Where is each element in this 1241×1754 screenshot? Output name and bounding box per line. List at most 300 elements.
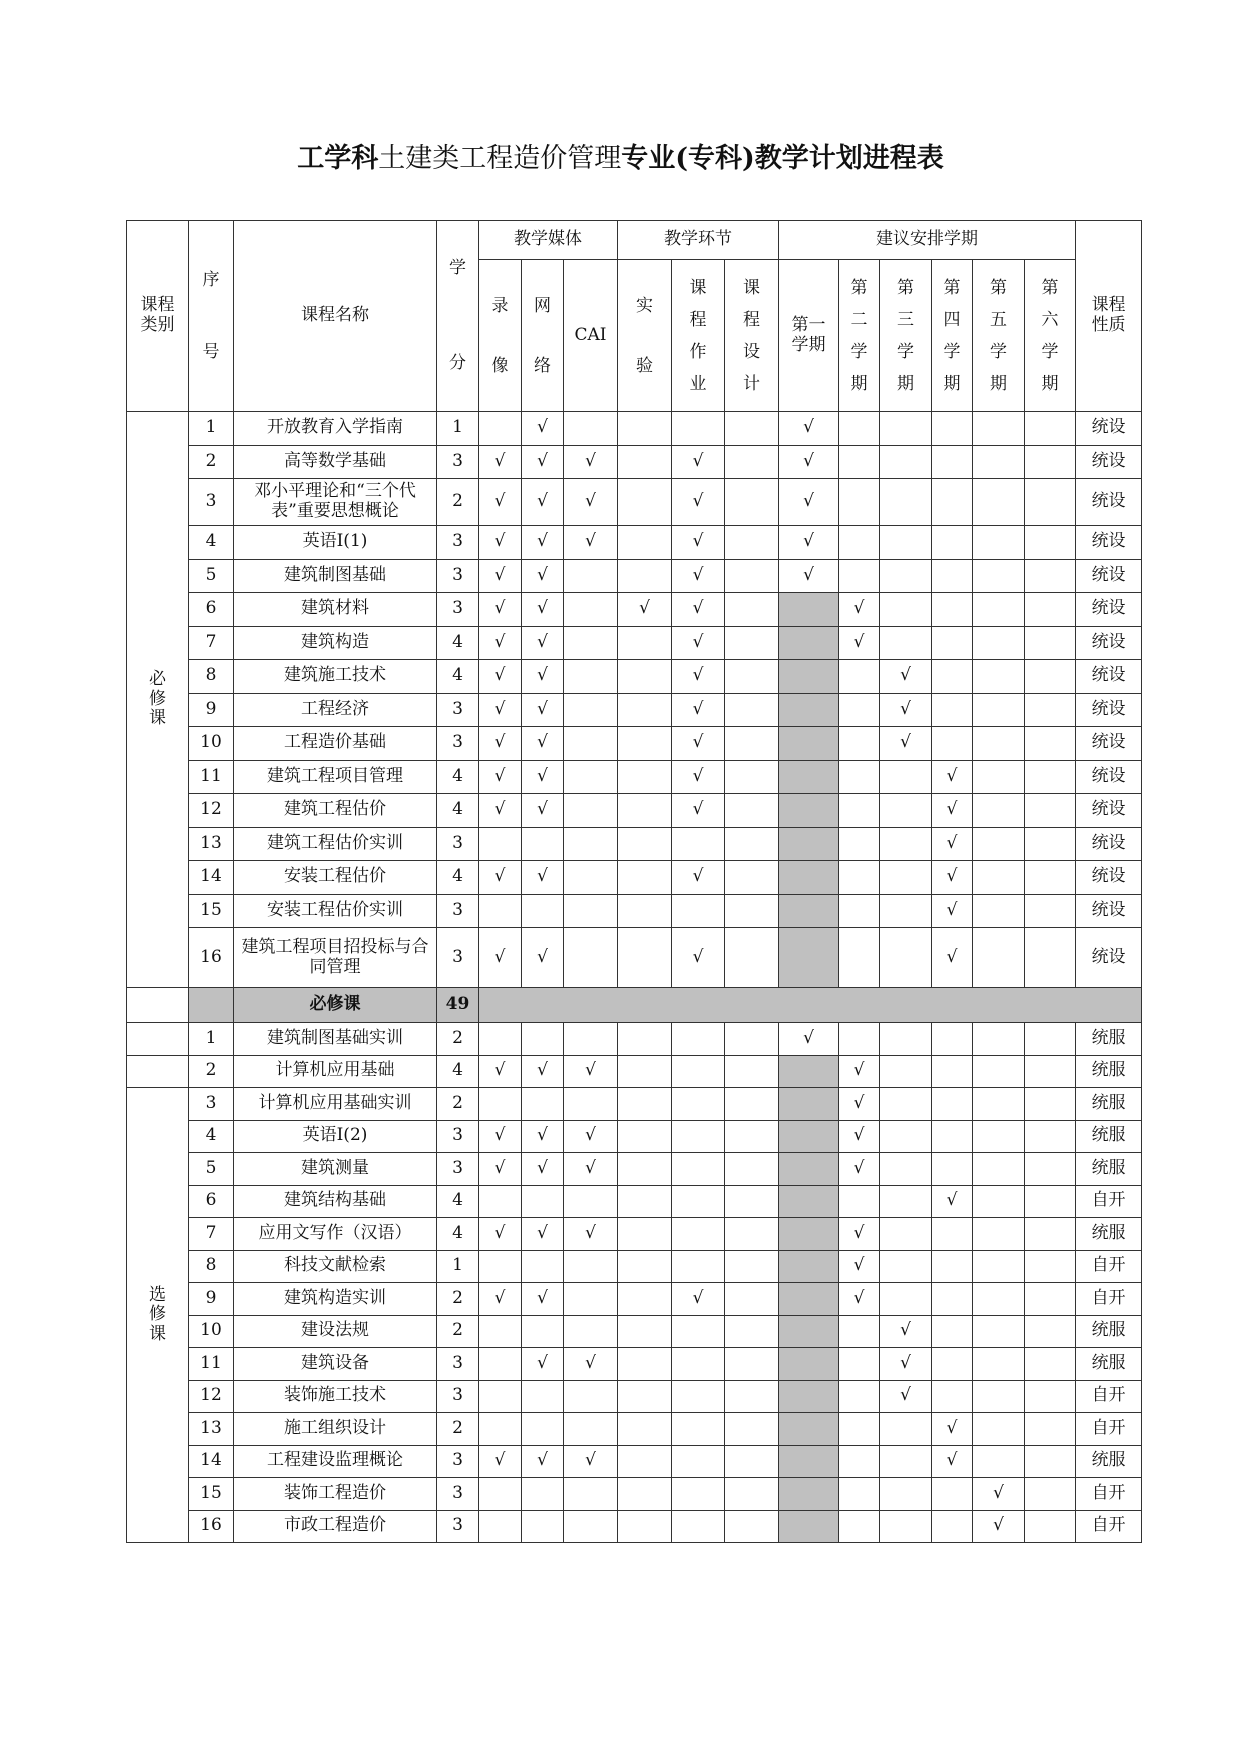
table-row	[127, 1348, 1142, 1381]
required-category-label: 必 修 课	[127, 412, 189, 988]
design-cell	[725, 1185, 779, 1218]
semester-4-cell: √	[932, 861, 973, 895]
summary-blank	[189, 988, 234, 1023]
semester-4-cell: √	[932, 894, 973, 928]
network-cell: √	[522, 1218, 564, 1251]
course-nature: 统设	[1076, 894, 1142, 928]
course-name: 科技文献检索	[234, 1250, 437, 1283]
row-number: 15	[189, 894, 234, 928]
course-nature: 统设	[1076, 559, 1142, 593]
semester-6-cell	[1025, 660, 1076, 694]
table-row	[127, 1283, 1142, 1316]
video-cell	[479, 412, 522, 446]
video-cell: √	[479, 928, 522, 988]
credit: 4	[437, 760, 479, 794]
semester-3-cell	[880, 1510, 932, 1543]
experiment-cell	[618, 445, 672, 479]
course-nature: 统设	[1076, 727, 1142, 761]
cai-cell	[564, 1088, 618, 1121]
table-row	[127, 1023, 1142, 1056]
homework-cell: √	[672, 479, 725, 526]
design-cell	[725, 727, 779, 761]
semester-6-cell	[1025, 894, 1076, 928]
network-cell	[522, 827, 564, 861]
semester-3-cell: √	[880, 693, 932, 727]
semester-2-cell	[839, 1478, 880, 1511]
course-nature: 统设	[1076, 445, 1142, 479]
course-name: 市政工程造价	[234, 1510, 437, 1543]
semester-3-cell	[880, 794, 932, 828]
semester-1-cell: √	[779, 559, 839, 593]
semester-2-cell	[839, 727, 880, 761]
network-cell: √	[522, 559, 564, 593]
table-row	[127, 1185, 1142, 1218]
required-summary-row	[127, 988, 1142, 1023]
credit: 2	[437, 1088, 479, 1121]
semester-5-cell	[973, 1088, 1025, 1121]
cai-cell	[564, 1023, 618, 1056]
header-semester-4: 第 四 学 期	[932, 260, 973, 412]
semester-1-cell: √	[779, 445, 839, 479]
semester-1-cell	[779, 626, 839, 660]
credit: 2	[437, 479, 479, 526]
course-name: 计算机应用基础实训	[234, 1088, 437, 1121]
course-name: 建筑结构基础	[234, 1185, 437, 1218]
credit: 4	[437, 794, 479, 828]
design-cell	[725, 593, 779, 627]
course-nature: 统设	[1076, 827, 1142, 861]
semester-1-cell	[779, 1315, 839, 1348]
semester-4-cell	[932, 660, 973, 694]
experiment-cell	[618, 1315, 672, 1348]
header-media-group: 教学媒体	[479, 221, 618, 260]
semester-4-cell	[932, 412, 973, 446]
course-name: 英语Ⅰ(1)	[234, 526, 437, 560]
cai-cell	[564, 1250, 618, 1283]
experiment-cell	[618, 693, 672, 727]
experiment-cell	[618, 479, 672, 526]
semester-5-cell: √	[973, 1478, 1025, 1511]
homework-cell: √	[672, 593, 725, 627]
semester-4-cell	[932, 1153, 973, 1186]
cai-cell	[564, 928, 618, 988]
design-cell	[725, 559, 779, 593]
table-row	[127, 1510, 1142, 1543]
semester-5-cell	[973, 1348, 1025, 1381]
experiment-cell	[618, 1153, 672, 1186]
network-cell: √	[522, 1348, 564, 1381]
semester-4-cell	[932, 1055, 973, 1088]
experiment-cell	[618, 626, 672, 660]
cai-cell: √	[564, 526, 618, 560]
semester-2-cell	[839, 1413, 880, 1446]
network-cell: √	[522, 1283, 564, 1316]
video-cell: √	[479, 760, 522, 794]
network-cell: √	[522, 1120, 564, 1153]
course-nature: 统设	[1076, 412, 1142, 446]
row-number: 10	[189, 727, 234, 761]
table-row	[127, 1250, 1142, 1283]
cai-cell	[564, 1413, 618, 1446]
semester-2-cell: √	[839, 593, 880, 627]
semester-4-cell	[932, 1120, 973, 1153]
course-name: 建筑材料	[234, 593, 437, 627]
summary-label: 必修课	[234, 988, 437, 1023]
homework-cell	[672, 1088, 725, 1121]
course-nature: 统设	[1076, 760, 1142, 794]
experiment-cell	[618, 794, 672, 828]
course-nature: 统设	[1076, 626, 1142, 660]
semester-6-cell	[1025, 1380, 1076, 1413]
semester-2-cell	[839, 1185, 880, 1218]
cai-cell	[564, 1380, 618, 1413]
semester-1-cell	[779, 1250, 839, 1283]
cai-cell	[564, 593, 618, 627]
semester-6-cell	[1025, 1510, 1076, 1543]
semester-5-cell	[973, 760, 1025, 794]
table-row	[127, 526, 1142, 560]
table-row	[127, 693, 1142, 727]
semester-3-cell	[880, 1120, 932, 1153]
cai-cell	[564, 827, 618, 861]
course-name: 施工组织设计	[234, 1413, 437, 1446]
table-row	[127, 626, 1142, 660]
experiment-cell	[618, 1510, 672, 1543]
semester-4-cell: √	[932, 794, 973, 828]
header-design: 课 程 设 计	[725, 260, 779, 412]
experiment-cell: √	[618, 593, 672, 627]
header-experiment: 实 验	[618, 260, 672, 412]
homework-cell	[672, 412, 725, 446]
table-row	[127, 479, 1142, 526]
table-row	[127, 1445, 1142, 1478]
semester-5-cell	[973, 1445, 1025, 1478]
semester-5-cell	[973, 693, 1025, 727]
semester-5-cell	[973, 479, 1025, 526]
semester-1-cell	[779, 1445, 839, 1478]
row-number: 7	[189, 626, 234, 660]
semester-5-cell	[973, 1185, 1025, 1218]
semester-5-cell	[973, 593, 1025, 627]
course-name: 建筑施工技术	[234, 660, 437, 694]
video-cell	[479, 1348, 522, 1381]
semester-5-cell	[973, 794, 1025, 828]
semester-2-cell	[839, 894, 880, 928]
semester-6-cell	[1025, 1445, 1076, 1478]
summary-blank	[127, 988, 189, 1023]
design-cell	[725, 693, 779, 727]
experiment-cell	[618, 1055, 672, 1088]
semester-3-cell	[880, 1088, 932, 1121]
design-cell	[725, 1055, 779, 1088]
semester-1-cell: √	[779, 526, 839, 560]
semester-6-cell	[1025, 1023, 1076, 1056]
semester-6-cell	[1025, 861, 1076, 895]
semester-2-cell	[839, 1023, 880, 1056]
semester-5-cell	[973, 727, 1025, 761]
header-credit: 学 分	[437, 221, 479, 412]
experiment-cell	[618, 1478, 672, 1511]
course-nature: 自开	[1076, 1478, 1142, 1511]
cai-cell: √	[564, 1445, 618, 1478]
semester-4-cell: √	[932, 760, 973, 794]
semester-6-cell	[1025, 1478, 1076, 1511]
cai-cell	[564, 1283, 618, 1316]
video-cell: √	[479, 1283, 522, 1316]
course-name: 邓小平理论和“三个代表”重要思想概论	[234, 479, 437, 526]
semester-2-cell: √	[839, 1088, 880, 1121]
semester-6-cell	[1025, 760, 1076, 794]
cai-cell	[564, 660, 618, 694]
row-number: 6	[189, 1185, 234, 1218]
course-nature: 统设	[1076, 479, 1142, 526]
row-number: 4	[189, 1120, 234, 1153]
row-number: 11	[189, 760, 234, 794]
semester-4-cell	[932, 727, 973, 761]
design-cell	[725, 1250, 779, 1283]
experiment-cell	[618, 1283, 672, 1316]
semester-6-cell	[1025, 479, 1076, 526]
design-cell	[725, 1380, 779, 1413]
semester-2-cell: √	[839, 1250, 880, 1283]
semester-4-cell	[932, 445, 973, 479]
table-row	[127, 1088, 1142, 1121]
credit: 3	[437, 1478, 479, 1511]
semester-1-cell	[779, 1120, 839, 1153]
semester-5-cell	[973, 660, 1025, 694]
network-cell: √	[522, 593, 564, 627]
video-cell: √	[479, 626, 522, 660]
design-cell	[725, 526, 779, 560]
course-name: 计算机应用基础	[234, 1055, 437, 1088]
row-number: 10	[189, 1315, 234, 1348]
row-number: 7	[189, 1218, 234, 1251]
semester-1-cell: √	[779, 412, 839, 446]
course-name: 建设法规	[234, 1315, 437, 1348]
semester-5-cell	[973, 526, 1025, 560]
network-cell: √	[522, 693, 564, 727]
row-number: 1	[189, 1023, 234, 1056]
row-number: 14	[189, 861, 234, 895]
experiment-cell	[618, 928, 672, 988]
network-cell	[522, 1088, 564, 1121]
video-cell	[479, 1380, 522, 1413]
semester-1-cell	[779, 894, 839, 928]
course-nature: 统服	[1076, 1120, 1142, 1153]
network-cell: √	[522, 1153, 564, 1186]
table-row	[127, 559, 1142, 593]
semester-3-cell	[880, 526, 932, 560]
header-semester-3: 第 三 学 期	[880, 260, 932, 412]
semester-2-cell	[839, 760, 880, 794]
semester-1-cell	[779, 660, 839, 694]
experiment-cell	[618, 412, 672, 446]
homework-cell	[672, 1380, 725, 1413]
course-nature: 统服	[1076, 1088, 1142, 1121]
homework-cell: √	[672, 1283, 725, 1316]
experiment-cell	[618, 827, 672, 861]
semester-3-cell: √	[880, 1348, 932, 1381]
semester-5-cell	[973, 1120, 1025, 1153]
homework-cell: √	[672, 559, 725, 593]
table-row	[127, 1478, 1142, 1511]
semester-3-cell	[880, 479, 932, 526]
network-cell	[522, 1023, 564, 1056]
homework-cell	[672, 1185, 725, 1218]
row-number: 14	[189, 1445, 234, 1478]
semester-2-cell	[839, 660, 880, 694]
semester-1-cell	[779, 1185, 839, 1218]
course-name: 工程建设监理概论	[234, 1445, 437, 1478]
course-nature: 统设	[1076, 660, 1142, 694]
network-cell	[522, 1185, 564, 1218]
experiment-cell	[618, 1185, 672, 1218]
video-cell: √	[479, 559, 522, 593]
experiment-cell	[618, 1088, 672, 1121]
experiment-cell	[618, 760, 672, 794]
course-nature: 自开	[1076, 1413, 1142, 1446]
credit: 3	[437, 1348, 479, 1381]
course-nature: 统设	[1076, 861, 1142, 895]
credit: 4	[437, 1185, 479, 1218]
video-cell: √	[479, 693, 522, 727]
course-name: 开放教育入学指南	[234, 412, 437, 446]
semester-4-cell: √	[932, 827, 973, 861]
table-row	[127, 1153, 1142, 1186]
row-number: 2	[189, 445, 234, 479]
semester-1-cell	[779, 1380, 839, 1413]
cai-cell	[564, 559, 618, 593]
design-cell	[725, 894, 779, 928]
course-name: 建筑工程估价	[234, 794, 437, 828]
row-number: 15	[189, 1478, 234, 1511]
course-name: 应用文写作（汉语）	[234, 1218, 437, 1251]
table-row	[127, 861, 1142, 895]
video-cell	[479, 1315, 522, 1348]
network-cell: √	[522, 794, 564, 828]
semester-1-cell	[779, 1348, 839, 1381]
homework-cell	[672, 1250, 725, 1283]
cai-cell	[564, 760, 618, 794]
semester-3-cell	[880, 1478, 932, 1511]
experiment-cell	[618, 1413, 672, 1446]
semester-6-cell	[1025, 928, 1076, 988]
course-nature: 统服	[1076, 1445, 1142, 1478]
experiment-cell	[618, 1348, 672, 1381]
network-cell: √	[522, 412, 564, 446]
credit: 3	[437, 593, 479, 627]
category-blank	[127, 1055, 189, 1088]
credit: 1	[437, 1250, 479, 1283]
semester-1-cell: √	[779, 1023, 839, 1056]
homework-cell	[672, 1348, 725, 1381]
semester-5-cell	[973, 827, 1025, 861]
semester-2-cell: √	[839, 1218, 880, 1251]
course-name: 建筑工程估价实训	[234, 827, 437, 861]
semester-4-cell: √	[932, 928, 973, 988]
row-number: 16	[189, 1510, 234, 1543]
course-nature: 统设	[1076, 693, 1142, 727]
network-cell: √	[522, 626, 564, 660]
homework-cell	[672, 1510, 725, 1543]
semester-4-cell	[932, 1510, 973, 1543]
semester-3-cell	[880, 626, 932, 660]
semester-2-cell: √	[839, 626, 880, 660]
semester-3-cell	[880, 412, 932, 446]
semester-3-cell	[880, 1218, 932, 1251]
homework-cell: √	[672, 693, 725, 727]
semester-6-cell	[1025, 1120, 1076, 1153]
course-nature: 统服	[1076, 1055, 1142, 1088]
cai-cell	[564, 861, 618, 895]
semester-5-cell	[973, 1315, 1025, 1348]
course-nature: 自开	[1076, 1380, 1142, 1413]
network-cell: √	[522, 660, 564, 694]
experiment-cell	[618, 1120, 672, 1153]
semester-6-cell	[1025, 526, 1076, 560]
semester-3-cell	[880, 1283, 932, 1316]
homework-cell: √	[672, 727, 725, 761]
semester-5-cell	[973, 559, 1025, 593]
table-row	[127, 1218, 1142, 1251]
semester-3-cell	[880, 593, 932, 627]
semester-5-cell	[973, 1153, 1025, 1186]
credit: 2	[437, 1023, 479, 1056]
semester-1-cell	[779, 760, 839, 794]
summary-credits: 49	[437, 988, 479, 1023]
credit: 4	[437, 626, 479, 660]
semester-6-cell	[1025, 559, 1076, 593]
credit: 3	[437, 894, 479, 928]
table-row	[127, 1380, 1142, 1413]
semester-4-cell	[932, 1250, 973, 1283]
header-homework: 课 程 作 业	[672, 260, 725, 412]
experiment-cell	[618, 1218, 672, 1251]
experiment-cell	[618, 1380, 672, 1413]
design-cell	[725, 861, 779, 895]
semester-1-cell	[779, 1218, 839, 1251]
row-number: 3	[189, 1088, 234, 1121]
network-cell: √	[522, 727, 564, 761]
experiment-cell	[618, 894, 672, 928]
design-cell	[725, 1445, 779, 1478]
homework-cell	[672, 1153, 725, 1186]
semester-4-cell	[932, 1218, 973, 1251]
credit: 1	[437, 412, 479, 446]
semester-3-cell	[880, 760, 932, 794]
semester-3-cell: √	[880, 1380, 932, 1413]
semester-1-cell	[779, 1510, 839, 1543]
video-cell	[479, 1250, 522, 1283]
network-cell	[522, 1413, 564, 1446]
homework-cell	[672, 1315, 725, 1348]
semester-4-cell	[932, 1380, 973, 1413]
network-cell	[522, 1510, 564, 1543]
design-cell	[725, 1510, 779, 1543]
course-nature: 自开	[1076, 1250, 1142, 1283]
network-cell	[522, 894, 564, 928]
semester-4-cell	[932, 1478, 973, 1511]
network-cell	[522, 1478, 564, 1511]
homework-cell	[672, 1218, 725, 1251]
table-row	[127, 445, 1142, 479]
video-cell: √	[479, 1120, 522, 1153]
semester-3-cell	[880, 1023, 932, 1056]
semester-5-cell	[973, 894, 1025, 928]
experiment-cell	[618, 1445, 672, 1478]
homework-cell	[672, 1120, 725, 1153]
semester-5-cell	[973, 861, 1025, 895]
